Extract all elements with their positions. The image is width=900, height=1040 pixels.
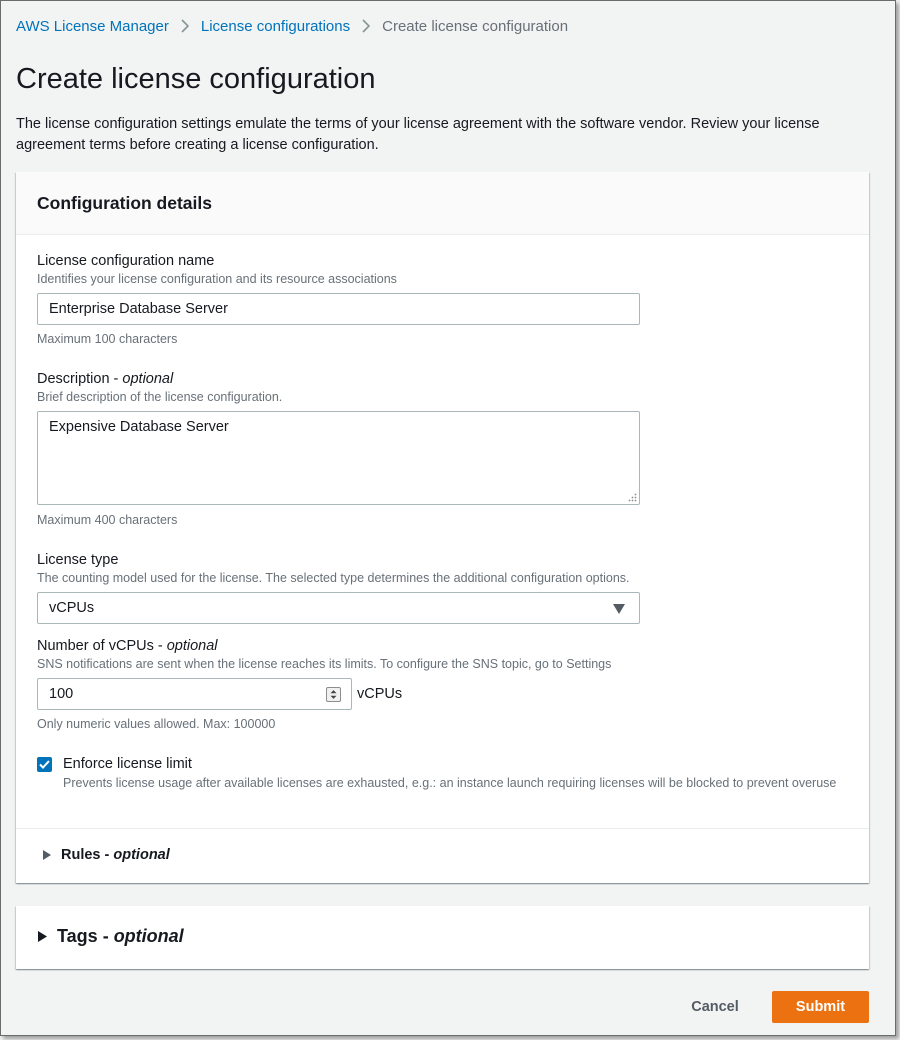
- page-title: Create license configuration: [16, 63, 376, 95]
- description-field-description: Brief description of the license configuration.: [37, 390, 283, 404]
- configuration-details-panel: [16, 172, 869, 883]
- optional-tag: optional: [166, 638, 218, 654]
- tags-expander[interactable]: Tags - optional: [38, 926, 184, 947]
- description-textarea[interactable]: [37, 411, 640, 505]
- name-field-description: Identifies your license configuration and its resource associations: [37, 272, 397, 286]
- name-field-label: License configuration name: [37, 253, 215, 269]
- enforce-license-limit-description: Prevents license usage after available licenses are exhausted, e.g.: an instance launch requiring licenses will be blocked to prevent overuse: [63, 776, 837, 790]
- chevron-right-icon: [362, 19, 370, 33]
- caret-down-icon: [613, 604, 625, 614]
- vcpu-count-description: SNS notifications are sent when the license reaches its limits. To configure the SNS topic, go to Settings: [37, 657, 612, 671]
- breadcrumb-link-license-configurations[interactable]: License configurations: [200, 17, 351, 35]
- description-value: Expensive Database Server: [49, 419, 229, 435]
- tags-panel: [16, 906, 869, 969]
- optional-tag: optional: [122, 371, 174, 387]
- license-type-label: License type: [37, 552, 119, 568]
- license-type-selected: vCPUs: [49, 600, 95, 616]
- divider: [16, 828, 869, 829]
- page-description: The license configuration settings emulate the terms of your license agreement with the software vendor. Review your license agreement terms before creating a license configuration.: [16, 116, 820, 153]
- vcpu-unit-label: vCPUs: [357, 686, 403, 702]
- chevron-right-icon: [181, 19, 189, 33]
- vcpu-count-value: 100: [49, 686, 74, 702]
- resize-grip-icon[interactable]: [627, 492, 637, 502]
- license-type-select[interactable]: [37, 592, 640, 624]
- description-field-label: Description - optional: [37, 371, 174, 387]
- description-field-constraint: Maximum 400 characters: [37, 513, 178, 527]
- panel-header: [16, 172, 869, 235]
- license-name-input[interactable]: [37, 293, 640, 325]
- vcpu-count-input[interactable]: [37, 678, 352, 710]
- license-name-value: Enterprise Database Server: [49, 301, 228, 317]
- checkmark-icon: [39, 760, 50, 769]
- spinner-icon[interactable]: [326, 687, 341, 702]
- enforce-license-limit-label[interactable]: Enforce license limit: [63, 756, 192, 772]
- breadcrumb: [16, 16, 568, 36]
- optional-tag: optional: [113, 926, 184, 946]
- tags-label: Tags: [57, 926, 98, 946]
- rules-label: Rules: [61, 847, 101, 863]
- name-field-constraint: Maximum 100 characters: [37, 332, 178, 346]
- caret-right-icon: [43, 850, 51, 860]
- breadcrumb-current: Create license configuration: [382, 17, 569, 35]
- cancel-button[interactable]: Cancel: [675, 992, 755, 1022]
- enforce-license-limit-checkbox[interactable]: [37, 757, 52, 772]
- submit-button[interactable]: Submit: [772, 991, 869, 1023]
- vcpu-label-text: Number of vCPUs: [37, 638, 154, 654]
- rules-expander[interactable]: Rules - optional: [43, 847, 170, 863]
- license-type-description: The counting model used for the license. The selected type determines the additional configuration options.: [37, 571, 630, 585]
- vcpu-count-label: Number of vCPUs - optional: [37, 638, 218, 654]
- description-label-text: Description: [37, 371, 110, 387]
- optional-tag: optional: [113, 847, 170, 863]
- caret-right-icon: [38, 931, 47, 942]
- breadcrumb-link-license-manager[interactable]: AWS License Manager: [16, 17, 169, 35]
- vcpu-count-constraint: Only numeric values allowed. Max: 100000: [37, 717, 276, 731]
- panel-title: Configuration details: [37, 193, 212, 213]
